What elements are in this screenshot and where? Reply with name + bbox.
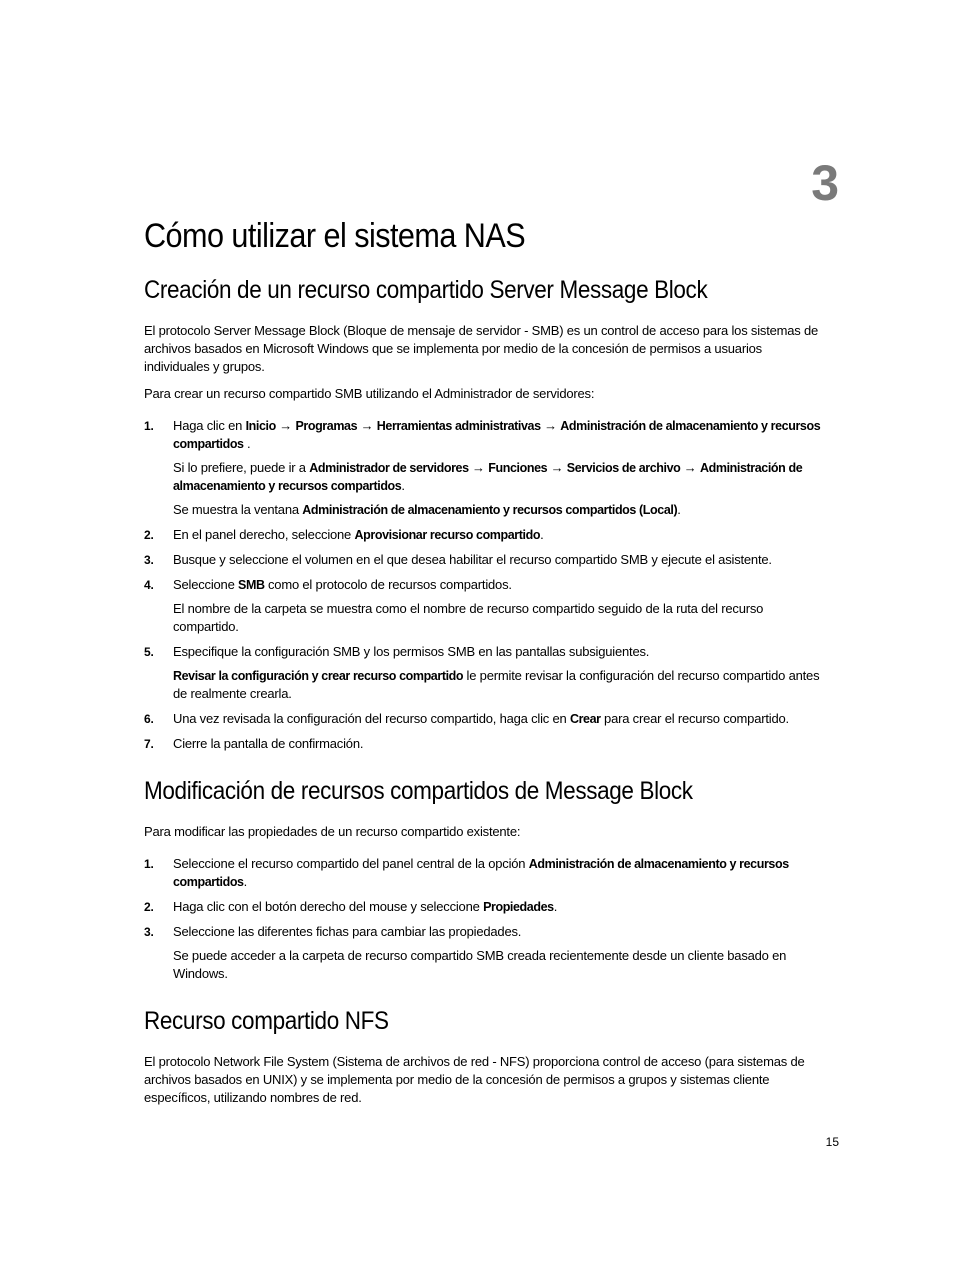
ui-term: Herramientas administrativas	[376, 419, 541, 433]
step-text: Seleccione	[173, 577, 239, 592]
section-heading-smb-modify: Modificación de recursos compartidos de Message Block	[144, 777, 693, 805]
ui-term: Administrador de servidores	[309, 461, 469, 475]
list-item	[144, 898, 830, 916]
step-text: le permite revisar la configuración del recurso compartido antes de realmente crearla.	[173, 668, 820, 701]
step-text: como el protocolo de recursos compartidos.	[264, 577, 512, 592]
section1-intro: El protocolo Server Message Block (Bloque de mensaje de servidor - SMB) es un control de acceso para los sistemas de archivos basados en Microsoft Windows que se implementa por medio de la concesión de permisos a usuarios individuales y grupos.	[144, 323, 819, 374]
section2-steps	[144, 855, 830, 983]
step-number: 2.	[144, 528, 154, 542]
step-text: Busque y seleccione el volumen en el que desea habilitar el recurso compartido SMB y ejecute el asistente.	[173, 552, 772, 567]
section-heading-smb-create: Creación de un recurso compartido Server Message Block	[144, 276, 708, 304]
section3-intro: El protocolo Network File System (Sistema de archivos de red - NFS) proporciona control de acceso (para sistemas de archivos basados en UNIX) y se implementa por medio de la concesión de permisos a grupos y sistemas cliente específicos, utilizando nombres de red.	[144, 1054, 805, 1105]
list-item	[144, 855, 830, 891]
ui-term: Administración de almacenamiento y recursos compartidos	[173, 461, 803, 493]
ui-term: Programas	[295, 419, 358, 433]
step-text: Especifique la configuración SMB y los permisos SMB en las pantallas subsiguientes.	[173, 644, 650, 659]
step-number: 7.	[144, 737, 154, 751]
step-text: Haga clic en	[173, 418, 246, 433]
step-number: 2.	[144, 900, 154, 914]
list-item	[144, 576, 830, 636]
list-item	[144, 923, 830, 983]
step-number: 3.	[144, 553, 154, 567]
step-text: Haga clic con el botón derecho del mouse y seleccione	[173, 899, 484, 914]
section2-lead: Para modificar las propiedades de un recurso compartido existente:	[144, 824, 521, 839]
chapter-title: Cómo utilizar el sistema NAS	[144, 217, 526, 255]
page-number: 15	[825, 1135, 839, 1149]
step-detail: El nombre de la carpeta se muestra como el nombre de recurso compartido seguido de la ruta del recurso compartido.	[173, 601, 764, 634]
arrow: →	[680, 460, 701, 475]
arrow: →	[540, 418, 561, 433]
chapter-number: 3	[811, 155, 839, 211]
ui-term: Funciones	[488, 461, 548, 475]
step-number: 6.	[144, 712, 154, 726]
step-text: para crear el recurso compartido.	[600, 711, 789, 726]
ui-term: SMB	[238, 578, 265, 592]
step-text: .	[553, 899, 558, 914]
list-item	[144, 417, 830, 519]
ui-term: Administración de almacenamiento y recursos compartidos	[173, 857, 789, 889]
section1-lead: Para crear un recurso compartido SMB utilizando el Administrador de servidores:	[144, 386, 595, 401]
step-detail: Se puede acceder a la carpeta de recurso compartido SMB creada recientemente desde un cliente basado en Windows.	[173, 948, 787, 981]
step-text: .	[243, 436, 251, 451]
step-text: En el panel derecho, seleccione	[173, 527, 355, 542]
list-item	[144, 710, 830, 728]
step-text: Seleccione el recurso compartido del panel central de la opción	[173, 856, 529, 871]
ui-term: Administración de almacenamiento y recursos compartidos	[173, 419, 821, 451]
ui-term: Aprovisionar recurso compartido	[354, 528, 541, 542]
step-number: 4.	[144, 578, 154, 592]
arrow: →	[468, 460, 489, 475]
step-number: 1.	[144, 857, 154, 871]
step-text: .	[243, 874, 248, 889]
ui-term: Crear	[569, 712, 601, 726]
ui-term: Revisar la configuración y crear recurso compartido	[173, 669, 464, 683]
section-heading-nfs: Recurso compartido NFS	[144, 1007, 389, 1035]
ui-term: Propiedades	[483, 900, 554, 914]
list-item	[144, 526, 830, 544]
step-text: .	[677, 502, 681, 517]
step-text: Se muestra la ventana	[173, 502, 303, 517]
step-text: Una vez revisada la configuración del recurso compartido, haga clic en	[173, 711, 570, 726]
step-text: .	[401, 478, 405, 493]
list-item	[144, 551, 830, 569]
step-text: Si lo prefiere, puede ir a	[173, 460, 310, 475]
step-text: Cierre la pantalla de confirmación.	[173, 736, 364, 751]
ui-term: Inicio	[245, 419, 276, 433]
step-text: Seleccione las diferentes fichas para cambiar las propiedades.	[173, 924, 522, 939]
ui-term: Servicios de archivo	[566, 461, 681, 475]
ui-term: Administración de almacenamiento y recursos compartidos (Local)	[302, 503, 678, 517]
step-number: 3.	[144, 925, 154, 939]
step-number: 1.	[144, 419, 154, 433]
arrow: →	[275, 418, 296, 433]
arrow: →	[357, 418, 377, 433]
list-item	[144, 735, 830, 753]
step-number: 5.	[144, 645, 154, 659]
section1-steps	[144, 417, 830, 753]
list-item	[144, 643, 830, 703]
step-text: .	[540, 527, 544, 542]
page-content	[144, 216, 830, 1116]
arrow: →	[547, 460, 567, 475]
